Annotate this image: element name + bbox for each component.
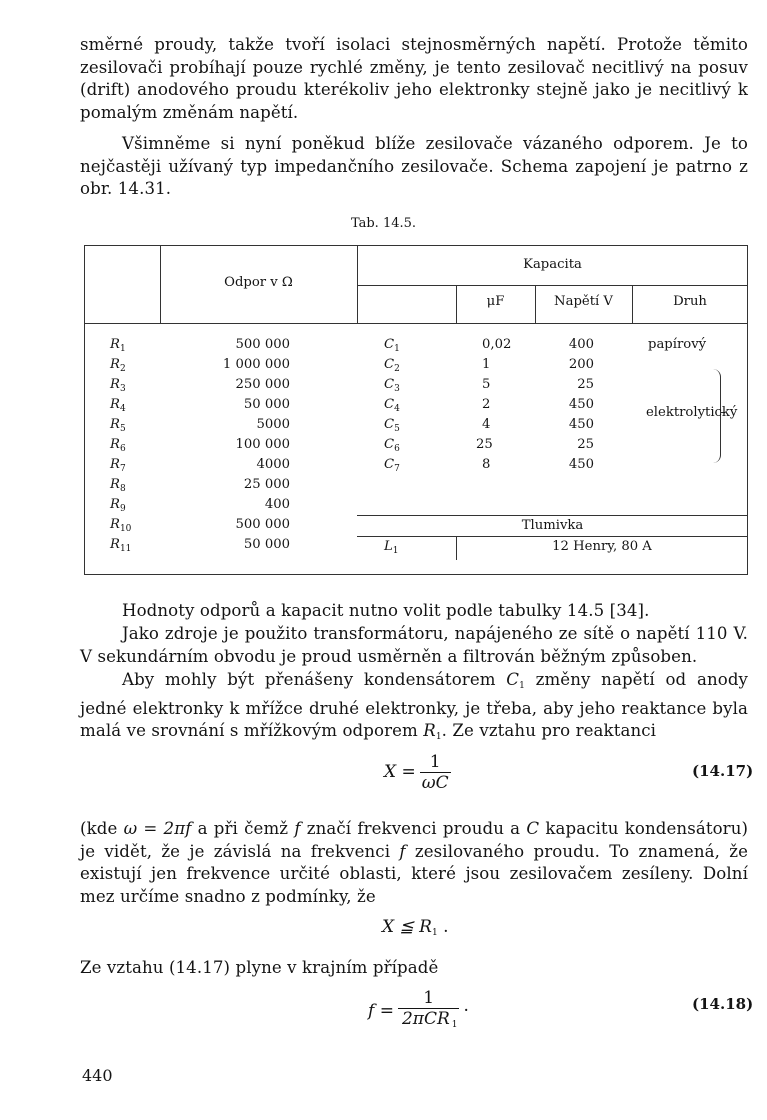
table-caption: Tab. 14.5. <box>350 216 417 231</box>
resistor-value: 500 000 <box>235 517 290 532</box>
tlumivka-top-rule <box>357 515 748 516</box>
formula-14-17: X = $\frac{1}{\omega C}$ <box>384 752 449 793</box>
capacitor-voltage: 25 <box>577 377 594 392</box>
resistor-value: 100 000 <box>235 437 290 452</box>
druh-papirovy: papírový <box>648 337 707 352</box>
paragraph-7: Ze vztahu (14.17) plyne v krajním případě <box>80 958 439 977</box>
paragraph-5: Aby mohly být přenášeny kondensátorem $C_1$ změny napětí od anody jedné elektronky k mřížce druhé elektronky, je třeba, aby jeho reaktance byla malá ve srovnání s mřížkovým odporem $R_1$. Ze vztahu pro reaktanci <box>80 670 749 742</box>
resistor-symbol: $R_2$ <box>110 357 126 374</box>
formula-14-18: f = $\frac{1}{2\pi CR _1}$ · <box>368 988 469 1030</box>
paragraph-6: (kde ω = 2πf a při čemž f značí frekvenci proudu a C kapacitu kondensátoru) je vidět, že je závislá na frekvenci f zesilovaného proudu. To znamená, že existují jen frekvence určité oblasti, které jsou zesilovačem zesíleny. Dolní mez určíme snadno z podmínky, že <box>80 819 749 906</box>
kapacita-sub-rule <box>357 285 748 286</box>
capacitor-voltage: 450 <box>568 417 594 432</box>
capacitor-voltage: 450 <box>568 397 594 412</box>
capacitor-uf: 4 <box>482 417 491 432</box>
header-napeti: Napětí V <box>554 294 613 309</box>
formula-condition: X ≦ $R_1$ . <box>382 917 449 938</box>
header-druh: Druh <box>673 294 707 309</box>
capacitor-voltage: 450 <box>568 457 594 472</box>
paragraph-4: Jako zdroje je použito transformátoru, napájeného ze sítě o napětí 110 V. V sekundárním obvodu je proud usměrněn a filtrován běžným způsoben. <box>80 624 748 666</box>
inductor-value: 12 Henry, 80 A <box>552 539 652 554</box>
equation-number-14-18: (14.18) <box>692 995 754 1013</box>
capacitor-uf: 0,02 <box>482 337 512 352</box>
capacitor-symbol: $C_7$ <box>384 457 400 474</box>
capacitor-uf: 1 <box>482 357 491 372</box>
capacitor-uf: 8 <box>482 457 491 472</box>
resistor-symbol: $R_7$ <box>110 457 126 474</box>
capacitor-symbol: $C_1$ <box>384 337 400 354</box>
capacitor-uf: 25 <box>476 437 493 452</box>
resistor-symbol: $R_9$ <box>110 497 126 514</box>
resistor-symbol: $R_4$ <box>110 397 126 414</box>
page-number: 440 <box>82 1066 113 1085</box>
druh-elektrolyticky: elektrolytický <box>646 405 738 420</box>
tlumivka-bottom-rule <box>357 536 748 537</box>
capacitor-symbol: $C_6$ <box>384 437 400 454</box>
paragraph-3: Hodnoty odporů a kapacit nutno volit podle tabulky 14.5 [34]. <box>122 601 650 620</box>
resistor-value: 50 000 <box>243 397 290 412</box>
capacitor-symbol: $C_4$ <box>384 397 400 414</box>
resistor-symbol: $R_3$ <box>110 377 126 394</box>
resistor-symbol: $R_{11}$ <box>110 537 132 554</box>
capacitor-uf: 5 <box>482 377 491 392</box>
table-bottom-rule <box>84 574 748 575</box>
resistor-value: 400 <box>264 497 290 512</box>
resistor-value: 1 000 000 <box>222 357 290 372</box>
paragraph-2: Všimněme si nyní poněkud blíže zesilovače vázaného odporem. Je to nejčastěji užívaný typ impedančního zesilovače. Schema zapojení je patrno z obr. 14.31. <box>80 134 748 198</box>
resistor-value: 25 000 <box>243 477 290 492</box>
paragraph-1: směrné proudy, takže tvoří isolaci stejnosměrných napětí. Protože těmito zesilovači probíhají pouze rychlé změny, je tento zesilovač necitlivý na posuv (drift) anodového proudu kterékoliv jeho elektronky stejně jako je necitlivý k pomalým změnám napětí. <box>80 35 748 122</box>
resistor-symbol: $R_8$ <box>110 477 126 494</box>
resistor-symbol: $R_6$ <box>110 437 126 454</box>
capacitor-voltage: 200 <box>568 357 594 372</box>
resistor-value: 4000 <box>256 457 290 472</box>
table-top-rule <box>84 245 748 246</box>
capacitor-symbol: $C_2$ <box>384 357 400 374</box>
resistor-value: 250 000 <box>235 377 290 392</box>
inductor-symbol: $L_1$ <box>384 539 399 556</box>
resistor-symbol: $R_5$ <box>110 417 126 434</box>
capacitor-symbol: $C_5$ <box>384 417 400 434</box>
header-kapacita: Kapacita <box>523 257 582 272</box>
resistor-value: 50 000 <box>243 537 290 552</box>
capacitor-uf: 2 <box>482 397 491 412</box>
table-14-5 <box>84 245 748 575</box>
resistor-value: 5000 <box>256 417 290 432</box>
header-odpor: Odpor v Ω <box>224 275 293 290</box>
table-left-rule <box>84 245 85 575</box>
capacitor-symbol: $C_3$ <box>384 377 400 394</box>
equation-number-14-17: (14.17) <box>692 762 754 780</box>
resistor-symbol: $R_{10}$ <box>110 517 132 534</box>
header-uf: μF <box>486 294 505 309</box>
header-bottom-rule <box>84 323 748 324</box>
header-tlumivka: Tlumivka <box>521 518 584 533</box>
resistor-symbol: $R_1$ <box>110 337 126 354</box>
capacitor-voltage: 25 <box>577 437 594 452</box>
resistor-value: 500 000 <box>235 337 290 352</box>
capacitor-voltage: 400 <box>568 337 594 352</box>
